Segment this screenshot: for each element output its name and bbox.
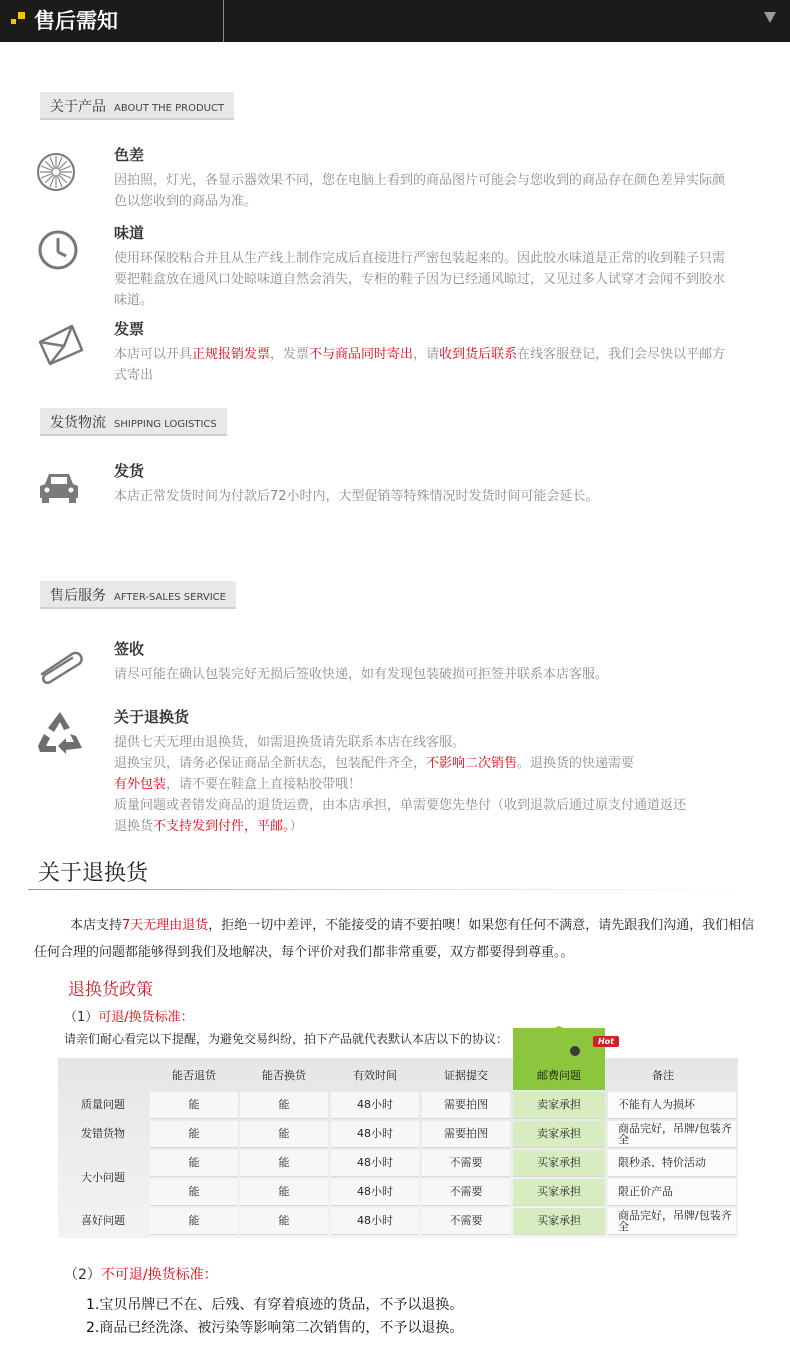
item-text: 请尽可能在确认包装完好无损后签收快递，如有发现包装破损可拒签并联系本店客服。 [114,667,609,682]
table-cell: 商品完好，吊牌/包装齐全 [608,1121,736,1147]
header-divider [223,0,224,42]
car-icon [36,462,84,510]
envelope-icon [36,320,84,368]
table-cell: 能 [150,1121,238,1147]
policy-title: 退换货政策 [68,980,153,1000]
table-cell: 限秒杀、特价活动 [608,1150,736,1176]
table-cell: 限正价产品 [608,1179,736,1205]
section-tab-label: 发货物流 [50,415,106,431]
policy-note: 请亲们耐心看完以下提醒，为避免交易纠纷，拍下产品就代表默认本店以下的协议： [64,1032,509,1046]
text-span: （1） [64,1010,99,1025]
text-span: 在线客服登记，我们会尽快以平邮方式寄出 [114,347,726,383]
divider [28,889,758,890]
highlight-text: 可退/换货标准： [98,1010,194,1025]
table-cell: 能 [240,1121,328,1147]
bullet-square-small-icon [11,19,16,24]
table-row-label: 大小问题 [81,1171,125,1184]
item-text [114,344,734,386]
item-text [114,732,754,837]
tag-peak-shape [513,1026,605,1046]
header-bar [0,0,790,42]
table-cell: 48小时 [331,1092,419,1118]
info-item-smell [36,222,756,312]
table-cell: 不需要 [422,1208,510,1234]
info-item-color [36,144,756,214]
table-cell: 不需要 [422,1179,510,1205]
highlight-text: 不影响二次销售 [426,756,518,771]
table-cell: 需要拍图 [422,1092,510,1118]
policy-subtitle-returnable [64,1006,194,1025]
section-tab-shipping [40,408,227,436]
bullet-square-icon [18,12,25,19]
item-text: 使用环保胶粘合并且从生产线上制作完成后直接进行严密包装起来的。因此胶水味道是正常的收到鞋子只需要把鞋盒放在通风口处晾味道自然会消失，专柜的鞋子因为已经通风晾过，又见过多人试穿才会闻不到胶水味道。 [114,251,726,308]
paperclip-icon [36,640,84,688]
item-title: 发货 [114,462,145,480]
highlight-text: 有外包装 [114,777,167,792]
info-item-sign [36,638,756,694]
table-cell: 能 [240,1179,328,1205]
highlight-text: 7天无理由退货 [122,918,209,933]
table-row-label: 喜好问题 [81,1214,125,1227]
table-header: 有效时间 [353,1069,397,1082]
text-line: 质量问题或者错发商品的退货运费，由本店承担，单需要您先垫付（收到退款后通过原支付通道返还 [114,798,687,813]
header-title: 售后需知 [34,9,118,33]
section-tab-aftersales [40,581,236,609]
info-item-invoice [36,318,756,388]
text-span: 本店支持 [70,918,123,933]
table-header: 能否退货 [172,1069,216,1082]
table-cell: 能 [150,1208,238,1234]
about-return-paragraph [34,912,758,966]
table-cell: 卖家承担 [513,1121,605,1147]
table-cell: 商品完好，吊牌/包装齐全 [608,1208,736,1234]
table-cell: 不能有人为损坏 [608,1092,736,1118]
text-span: ，请不要在鞋盒上直接粘胶带哦！ [166,777,362,792]
text-span: 退换货 [114,819,154,834]
highlight-text: 不可退/换货标准： [100,1267,218,1283]
table-cell: 能 [240,1150,328,1176]
section-tab-sublabel: SHIPPING LOGISTICS [114,419,217,430]
highlight-text: 不与商品同时寄出 [309,347,414,362]
hot-tag-icon [570,1046,580,1056]
table-cell: 能 [150,1179,238,1205]
section-tab-label: 售后服务 [50,588,106,604]
table-header: 证据提交 [444,1069,488,1082]
table-header: 能否换货 [262,1069,306,1082]
recycle-icon [36,708,84,756]
info-item-ship [36,460,756,516]
table-cell: 48小时 [331,1179,419,1205]
table-cell: 买家承担 [513,1208,605,1234]
text-span: 退换宝贝，请务必保证商品全新状态，包装配件齐全， [114,756,427,771]
table-cell: 卖家承担 [513,1092,605,1118]
table-cell: 48小时 [331,1208,419,1234]
highlight-text: 正规报销发票 [192,347,271,362]
text-span: ，发票 [270,347,310,362]
policy-subtitle-nonreturnable [64,1264,218,1284]
item-title: 味道 [114,224,145,242]
color-wheel-icon [36,146,84,194]
item-title: 签收 [114,640,145,658]
item-text: 因拍照，灯光，各显示器效果不同，您在电脑上看到的商品图片可能会与您收到的商品存在颜色差异实际颜色以您收到的商品为准。 [114,173,726,209]
highlight-text: 不支持发到付件，平邮。 [153,819,290,834]
text-span: 本店可以开具 [114,347,193,362]
text-line [114,774,754,795]
triangle-down-icon[interactable] [764,12,776,23]
rule-item: 1.宝贝吊牌已不在、后残、有穿着痕迹的货品，不予以退换。 [86,1297,464,1313]
item-text: 本店正常发货时间为付款后72小时内，大型促销等特殊情况时发货时间可能会延长。 [114,489,599,504]
info-item-return [36,706,756,838]
about-return-title: 关于退换货 [38,861,149,886]
table-row-label: 质量问题 [81,1098,125,1111]
text-line: 提供七天无理由退换货，如需退换货请先联系本店在线客服。 [114,735,466,750]
section-tab-label: 关于产品 [50,99,106,115]
table-cell: 能 [240,1092,328,1118]
table-cell: 买家承担 [513,1150,605,1176]
text-line [114,816,754,837]
table-cell: 买家承担 [513,1179,605,1205]
table-cell: 48小时 [331,1121,419,1147]
table-cell: 需要拍图 [422,1121,510,1147]
section-tab-product [40,92,234,120]
item-title: 发票 [114,320,145,338]
text-span: （2） [64,1267,101,1283]
text-span: ，请 [413,347,440,362]
table-row-label: 发错货物 [81,1127,125,1140]
table-cell: 能 [150,1150,238,1176]
table-cell: 能 [240,1208,328,1234]
section-tab-sublabel: AFTER-SALES SERVICE [114,592,226,603]
item-title: 色差 [114,146,145,164]
hot-badge: Hot [593,1036,619,1047]
clock-icon [36,224,84,272]
table-cell: 48小时 [331,1150,419,1176]
table-cell: 能 [150,1092,238,1118]
text-span: 。退换货的快递需要 [517,756,635,771]
table-cell: 不需要 [422,1150,510,1176]
text-line [114,753,754,774]
rule-item: 2.商品已经洗涤、被污染等影响第二次销售的，不予以退换。 [86,1320,464,1336]
section-tab-sublabel: ABOUT THE PRODUCT [114,103,225,114]
item-title: 关于退换货 [114,708,190,726]
text-span: ，拒绝一切中差评，不能接受的请不要拍噢！如果您有任何不满意，请先跟我们沟通，我们相信任何合理的问题都能够得到我们及地解决，每个评价对我们都非常重要，双方都要得到尊重。。 [34,918,755,960]
highlight-text: 收到货后联系 [439,347,518,362]
table-header: 备注 [652,1069,674,1082]
table-header: 邮费问题 [537,1069,581,1082]
text-span: ） [289,819,303,834]
